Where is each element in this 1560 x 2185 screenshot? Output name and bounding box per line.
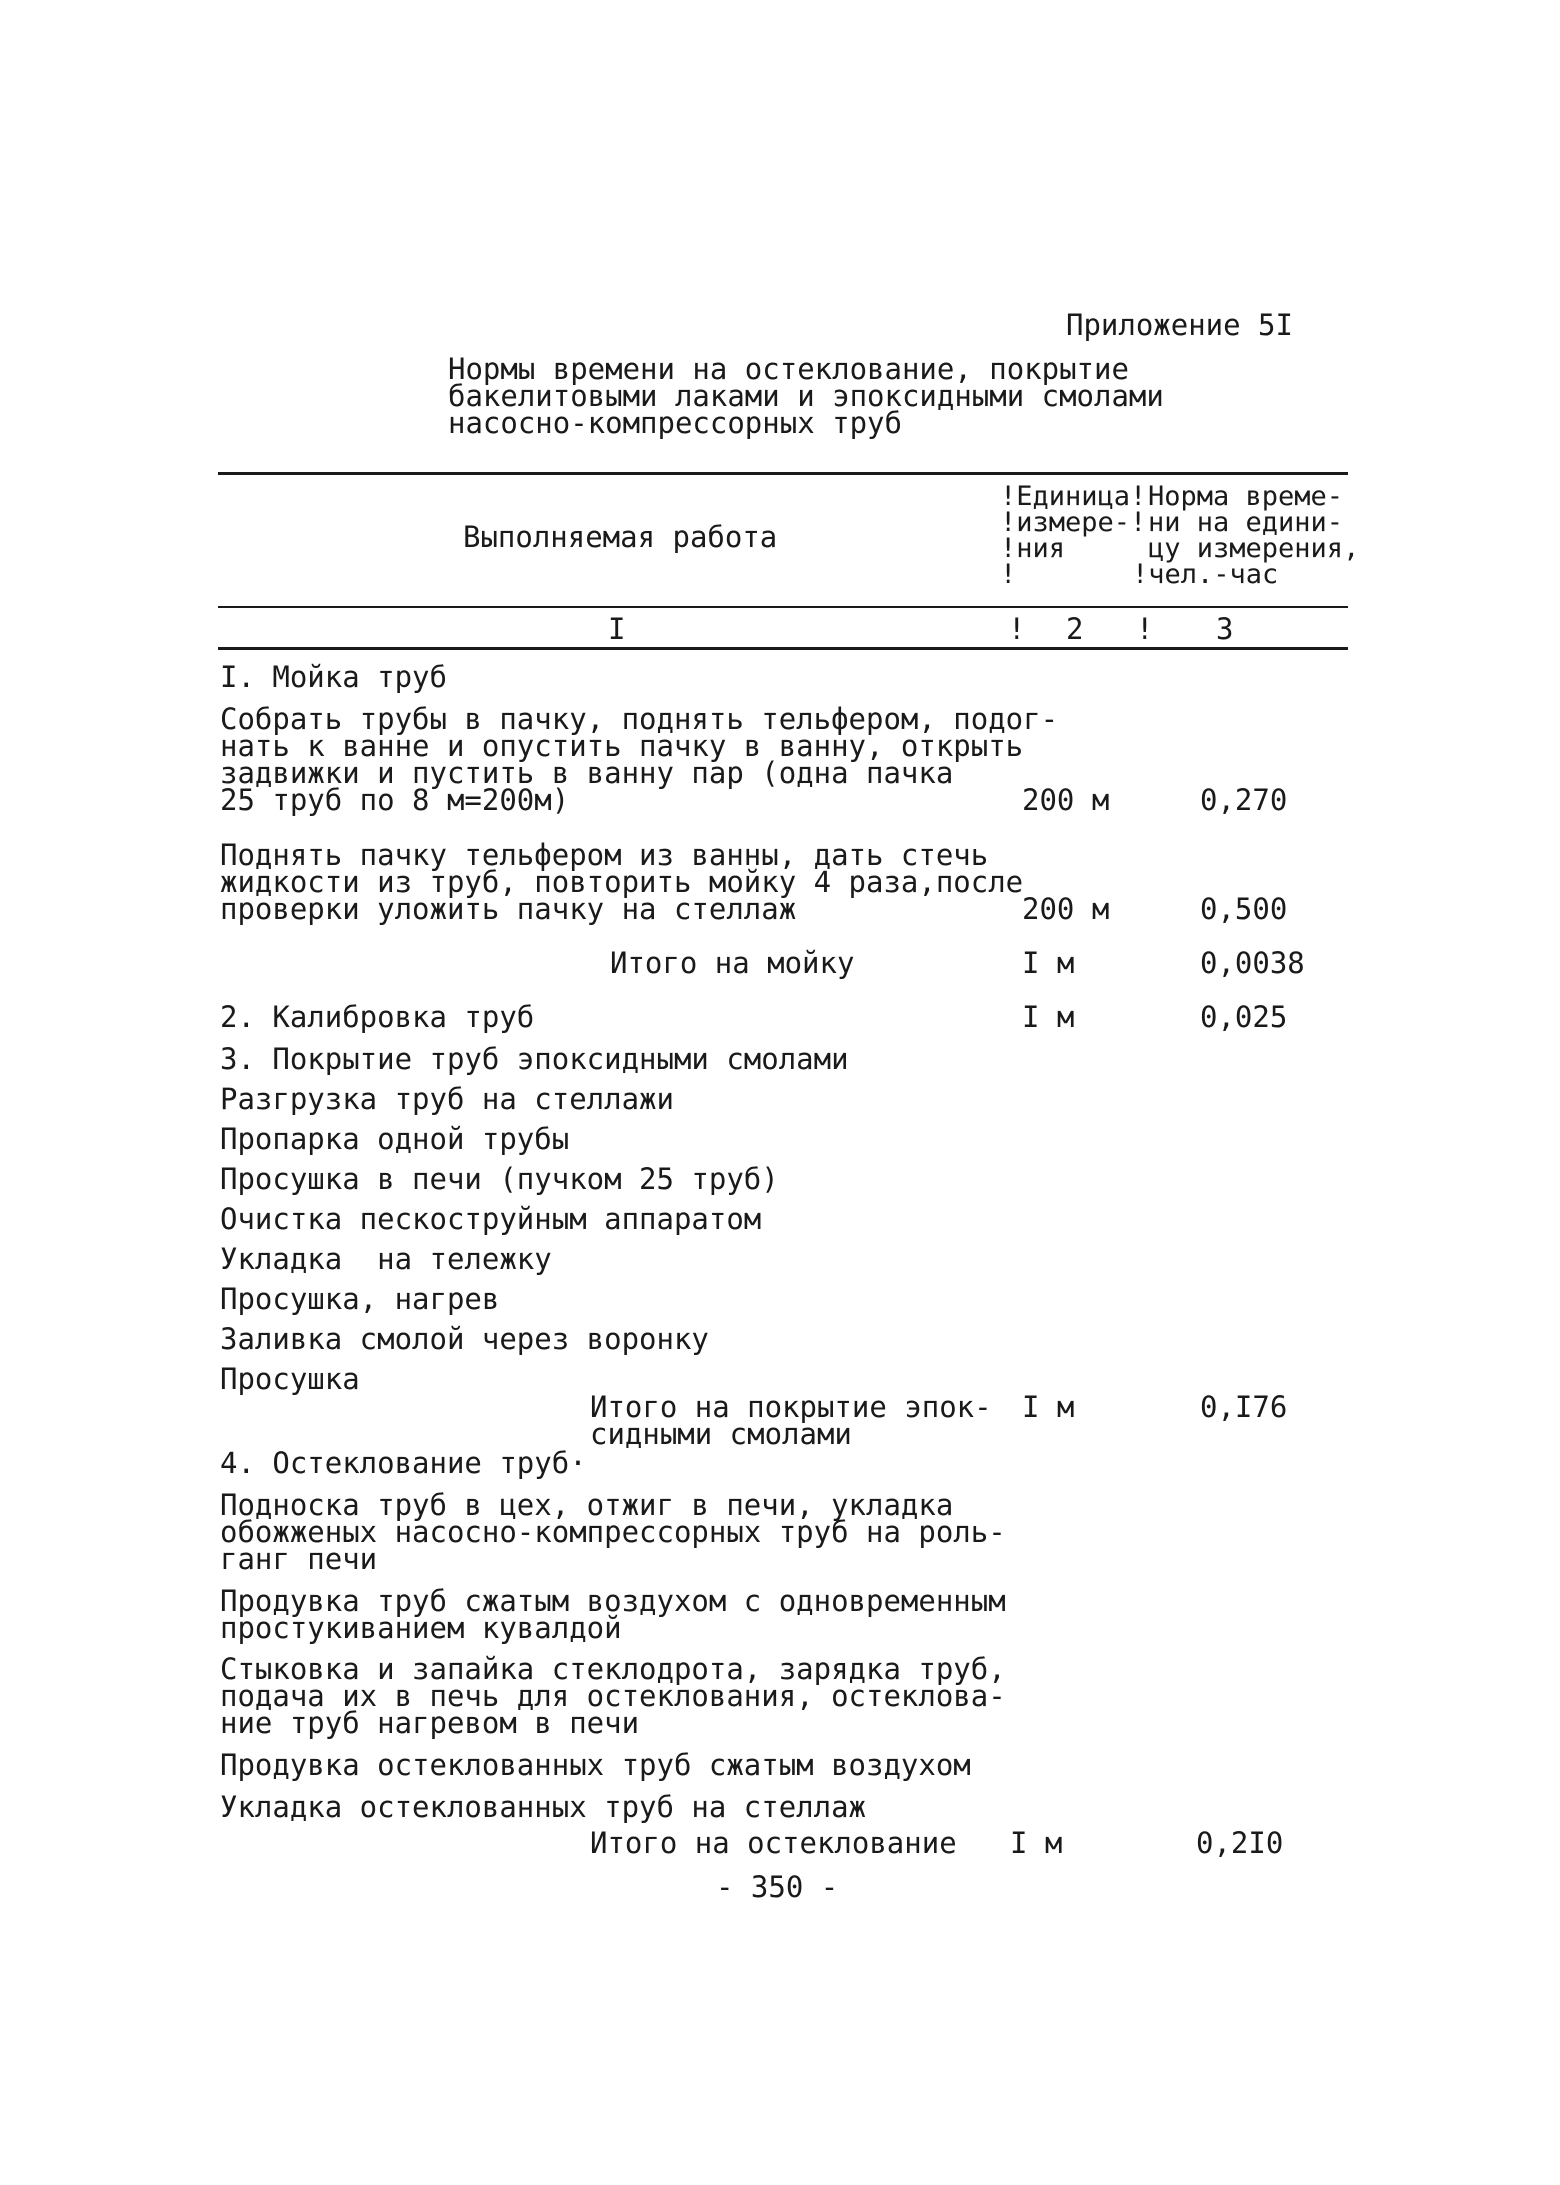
appendix-label: Приложение 5I [1066, 308, 1293, 342]
table-row-text: Укладка на тележку [220, 1242, 552, 1276]
header-unit-line-3: !ния [1000, 533, 1066, 564]
table-row-unit: 200 м [1022, 892, 1110, 926]
table-row-text: Поднять пачку тельфером из ванны, дать стечь [220, 838, 989, 872]
table-row-text: Собрать трубы в пачку, поднять тельфером, подог- [220, 702, 1059, 736]
table-row-text: 25 труб по 8 м=200м) [220, 783, 570, 817]
title-line-3: насосно-компрессорных труб [448, 406, 902, 440]
header-unit-line-1: !Единица! [1000, 481, 1147, 512]
title-line-2: бакелитовыми лаками и эпоксидными смолами [448, 379, 1164, 413]
title-line-1: Нормы времени на остеклование, покрытие [448, 352, 1129, 386]
table-row-unit: I м [1022, 1390, 1075, 1424]
table-row-text: ние труб нагревом в печи [220, 1706, 640, 1740]
table-row-text: Подноска труб в цех, отжиг в печи, укладка [220, 1488, 954, 1522]
header-unit-line-4: ! [1000, 559, 1017, 590]
table-row-text: Заливка смолой через воронку [220, 1322, 709, 1356]
table-row-text: 2. Калибровка труб [220, 1000, 535, 1034]
col-number-separator-2: ! [1136, 612, 1154, 646]
col-number-2: 2 [1066, 612, 1084, 646]
table-row-text: Пропарка одной трубы [220, 1122, 570, 1156]
table-row-text: жидкости из труб, повторить мойку 4 раза,после [220, 865, 1024, 899]
table-top-rule [218, 472, 1348, 475]
table-row-text: задвижки и пустить в ванну пар (одна пачка [220, 756, 954, 790]
table-row-value: 0,270 [1200, 783, 1288, 817]
table-row-subtotal: Итого на мойку [610, 946, 855, 980]
table-row-subtotal: сидными смолами [590, 1417, 852, 1451]
table-row-value: 0,I76 [1200, 1390, 1288, 1424]
page-number: - 350 - [716, 1870, 839, 1904]
table-row-text: Продувка труб сжатым воздухом с одновременным [220, 1584, 1006, 1618]
table-row-text: 4. Остеклование труб· [220, 1446, 587, 1480]
table-row-text: Очистка пескоструйным аппаратом [220, 1202, 762, 1236]
header-norm-line-3: цу измерения, [1148, 533, 1360, 564]
table-row-text: I. Мойка труб [220, 660, 447, 694]
table-row-unit: I м [1010, 1826, 1063, 1860]
header-work: Выполняемая работа [463, 520, 778, 554]
table-row-value: 0,0038 [1200, 946, 1305, 980]
header-unit-line-2: !измере-! [1000, 507, 1147, 538]
header-norm-line-1: Норма време- [1148, 481, 1344, 512]
header-norm-line-2: ни на едини- [1148, 507, 1344, 538]
table-row-text: Стыковка и запайка стеклодрота, зарядка труб, [220, 1652, 1006, 1686]
table-row-text: обожженых насосно-компрессорных труб на роль- [220, 1515, 1006, 1549]
colnum-rule [218, 647, 1348, 650]
table-row-text: простукиванием кувалдой [220, 1611, 622, 1645]
table-row-text: Укладка остеклованных труб на стеллаж [220, 1790, 867, 1824]
col-number-1: I [608, 612, 626, 646]
header-norm-line-4: !чел.-час [1132, 559, 1279, 590]
col-number-3: 3 [1216, 612, 1234, 646]
header-rule [218, 606, 1348, 608]
table-row-text: Просушка, нагрев [220, 1282, 500, 1316]
table-row-text: ганг печи [220, 1542, 378, 1576]
table-row-unit: 200 м [1022, 783, 1110, 817]
table-row-text: подача их в печь для остеклования, остеклова- [220, 1679, 1006, 1713]
table-row-text: проверки уложить пачку на стеллаж [220, 892, 797, 926]
table-row-value: 0,500 [1200, 892, 1288, 926]
table-row-subtotal: Итого на остеклование [590, 1826, 957, 1860]
table-row-text: Разгрузка труб на стеллажи [220, 1082, 674, 1116]
table-row-value: 0,025 [1200, 1000, 1288, 1034]
table-row-unit: I м [1022, 946, 1075, 980]
table-row-unit: I м [1022, 1000, 1075, 1034]
table-row-text: Просушка в печи (пучком 25 труб) [220, 1162, 779, 1196]
col-number-separator-1: ! [1008, 612, 1026, 646]
table-row-text: Просушка [220, 1362, 360, 1396]
table-row-value: 0,2I0 [1196, 1826, 1284, 1860]
table-row-text: Продувка остеклованных труб сжатым воздухом [220, 1748, 971, 1782]
table-row-text: нать к ванне и опустить пачку в ванну, открыть [220, 729, 1024, 763]
table-row-subtotal: Итого на покрытие эпок- [590, 1390, 992, 1424]
table-row-text: 3. Покрытие труб эпоксидными смолами [220, 1042, 849, 1076]
